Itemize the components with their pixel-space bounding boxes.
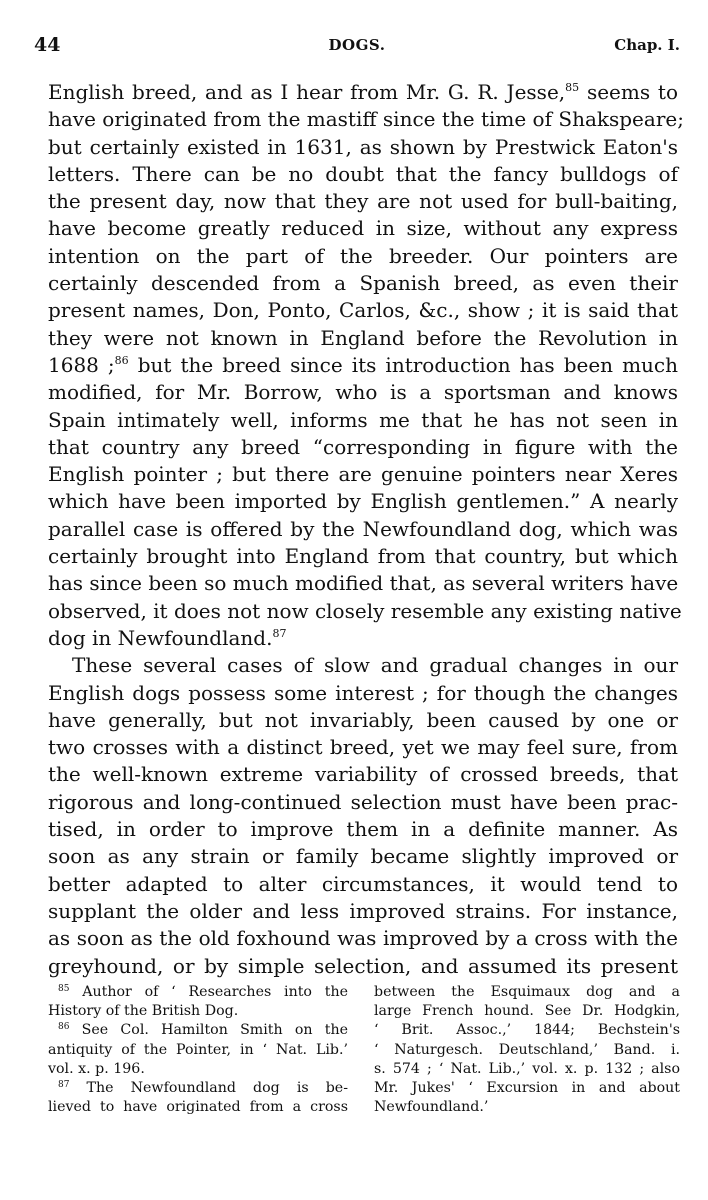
text-line (48, 516, 678, 543)
text-run: seems to (579, 80, 678, 104)
text-run: vol. x. p. 196. (48, 1060, 145, 1077)
footnote-line (374, 1060, 680, 1079)
text-line (48, 270, 678, 297)
text-run: certainly descended from a Spanish breed, as even their (48, 271, 678, 296)
text-run: two crosses with a distinct breed, yet we may feel sure, from (48, 735, 678, 760)
text-run: but the breed since its introduction has been much (128, 352, 679, 377)
text-line (48, 816, 678, 843)
footnote-ref: 85 (565, 81, 580, 94)
text-run: See Col. Hamilton Smith on the (69, 1022, 348, 1039)
footnote-line (374, 1021, 680, 1040)
text-run: has since been so much modified that, as several writers have (48, 571, 679, 596)
text-run: tised, in order to improve them in a definite manner. As (48, 817, 678, 842)
text-run: have originated from the mastiff since the time of Shakspeare; (48, 107, 684, 132)
text-run: greyhound, or by simple selection, and assumed its present (48, 953, 678, 978)
text-line (48, 188, 678, 215)
footnote-line (374, 1002, 680, 1021)
text-run: antiquity of the Pointer, in ‘ Nat. Lib.’ (48, 1041, 348, 1058)
text-run: the well-known extreme variability of crossed breeds, that (48, 762, 678, 787)
text-line (48, 434, 678, 461)
text-run: certainly brought into England from that country, but which (48, 544, 678, 569)
text-run: lieved to have originated from a cross (48, 1099, 348, 1116)
text-line (48, 953, 678, 980)
footnote-line (48, 983, 348, 1002)
footnotes-right-column (374, 983, 680, 1117)
text-run: 1688 ; (48, 352, 115, 377)
text-run: English pointer ; but there are genuine pointers near Xeres (48, 462, 678, 487)
text-run: modified, for Mr. Borrow, who is a sportsman and knows (48, 380, 678, 405)
text-run: large French hound. See Dr. Hodgkin, (374, 1003, 680, 1020)
footnote-line (48, 1079, 348, 1098)
text-run: observed, it does not now closely resemble any existing native (48, 598, 682, 623)
text-run: letters. There can be no doubt that the fancy bulldogs of (48, 161, 678, 186)
text-line (48, 488, 678, 515)
text-line (48, 134, 678, 161)
text-line (48, 352, 678, 379)
text-run: they were not known in England before the Revolution in (48, 325, 678, 350)
chapter-label: Chap. I. (614, 36, 680, 54)
running-title: DOGS. (328, 36, 386, 54)
text-line (48, 461, 678, 488)
text-run: better adapted to alter circumstances, it would tend to (48, 871, 678, 896)
text-line (48, 161, 678, 188)
text-run: present names, Don, Ponto, Carlos, &c., show ; it is said that (48, 298, 678, 323)
text-run: Newfoundland.’ (374, 1099, 489, 1116)
text-line (48, 215, 678, 242)
text-run: parallel case is offered by the Newfoundland dog, which was (48, 516, 678, 541)
footnote-line (48, 1098, 348, 1117)
text-run: which have been imported by English gentlemen.” A nearly (48, 489, 678, 514)
text-run: intention on the part of the breeder. Our pointers are (48, 243, 678, 268)
text-run: have become greatly reduced in size, without any express (48, 216, 678, 241)
footnote-line (374, 983, 680, 1002)
page-number: 44 (34, 34, 61, 56)
footnote-ref: 86 (114, 353, 129, 367)
text-line (48, 680, 678, 707)
text-line (48, 789, 678, 816)
body-text (48, 79, 684, 980)
text-run: History of the British Dog. (48, 1003, 239, 1020)
text-line (48, 734, 678, 761)
footnote-line (374, 1098, 680, 1117)
footnote-ref: 87 (272, 626, 287, 640)
text-run: as soon as the old foxhound was improved by a cross with the (48, 926, 678, 951)
footnotes-left-column (48, 983, 348, 1117)
text-line (48, 843, 678, 870)
text-run: that country any breed “corresponding in figure with the (48, 434, 678, 459)
text-line (48, 379, 678, 406)
text-run: ‘ Naturgesch. Deutschland,’ Band. i. (374, 1041, 680, 1058)
text-run: English dogs possess some interest ; for though the changes (48, 680, 678, 705)
footnote-line (48, 1060, 348, 1079)
text-line (48, 297, 678, 324)
footnote-line (374, 1041, 680, 1060)
text-line (48, 243, 678, 270)
text-run: English breed, and as I hear from Mr. G. R. Jesse, (48, 80, 566, 104)
text-run: Mr. Jukes' ‘ Excursion in and about (374, 1079, 680, 1096)
text-run: rigorous and long-continued selection must have been prac- (48, 789, 678, 814)
text-line (48, 761, 678, 788)
text-line (48, 652, 678, 679)
text-line (48, 598, 682, 625)
text-line (48, 106, 684, 133)
footnote-line (48, 1021, 348, 1040)
text-line (48, 871, 678, 898)
text-run: the present day, now that they are not used for bull-baiting, (48, 189, 678, 214)
text-line (48, 543, 678, 570)
text-line (48, 707, 678, 734)
text-run: ‘ Brit. Assoc.,’ 1844; Bechstein's (374, 1022, 680, 1039)
text-line (48, 925, 678, 952)
text-run: soon as any strain or family became slightly improved or (48, 844, 678, 869)
running-head (34, 34, 680, 56)
text-run: Spain intimately well, informs me that he has not seen in (48, 407, 678, 432)
text-run: dog in Newfoundland. (48, 625, 273, 650)
footnote-line (374, 1079, 680, 1098)
footnote-line (48, 1041, 348, 1060)
text-line (48, 625, 678, 652)
text-line (48, 407, 678, 434)
text-line (48, 79, 678, 106)
text-run: s. 574 ; ‘ Nat. Lib.,’ vol. x. p. 132 ; also (374, 1060, 680, 1077)
footnote-line (48, 1002, 348, 1021)
text-line (48, 898, 678, 925)
text-run: but certainly existed in 1631, as shown by Prestwick Eaton's (48, 134, 678, 159)
text-line (48, 570, 678, 597)
text-line (48, 325, 678, 352)
footnote-ref: 86 (58, 1022, 70, 1033)
text-run: supplant the older and less improved strains. For instance, (48, 898, 678, 923)
text-run: These several cases of slow and gradual changes in our (72, 653, 678, 678)
text-run: Author of ‘ Researches into the (69, 984, 348, 1000)
footnote-ref: 87 (58, 1079, 70, 1090)
text-run: have generally, but not invariably, been caused by one or (48, 707, 678, 732)
footnote-ref: 85 (58, 984, 70, 994)
text-run: The Newfoundland dog is be- (69, 1079, 348, 1096)
text-run: between the Esquimaux dog and a (374, 984, 680, 1000)
